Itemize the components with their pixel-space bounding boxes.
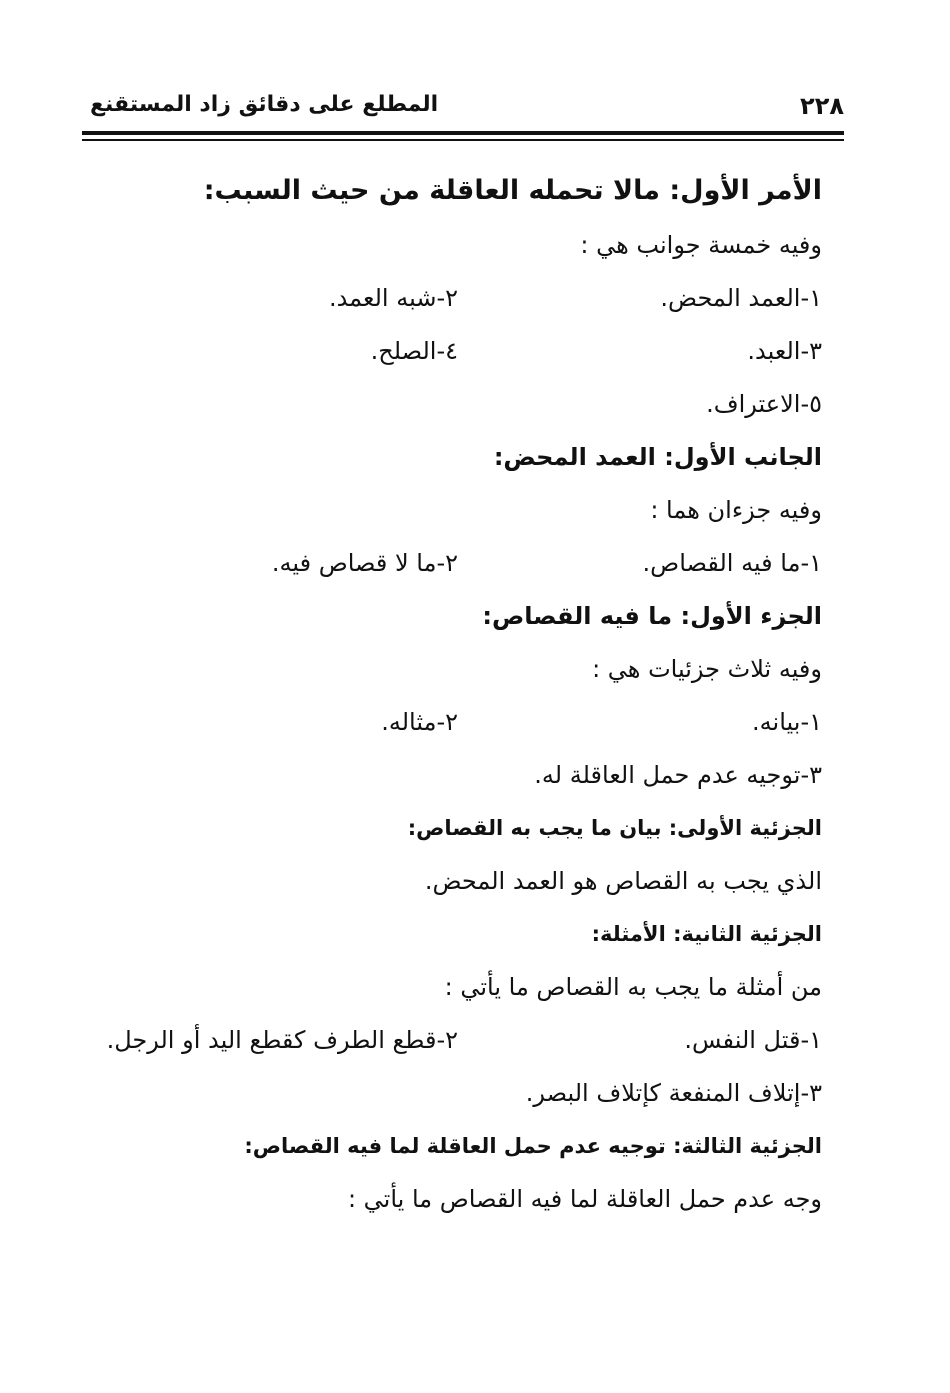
example-item: ١-قتل النفس. <box>684 1026 822 1054</box>
part-item: ٢-ما لا قصاص فيه. <box>271 549 458 577</box>
sub1-heading: الجزئية الأولى: بيان ما يجب به القصاص: <box>407 816 822 840</box>
page-body <box>82 163 822 1226</box>
section-title: الأمر الأول: مالا تحمله العاقلة من حيث السبب: <box>203 175 822 206</box>
part-item: ١-ما فيه القصاص. <box>642 549 822 577</box>
sub1-text: الذي يجب به القصاص هو العمد المحض. <box>424 867 822 895</box>
aspects-intro: وفيه خمسة جوانب هي : <box>580 231 822 259</box>
example-item: ٣-إتلاف المنفعة كإتلاف البصر. <box>525 1079 822 1107</box>
aspect1-heading: الجانب الأول: العمد المحض: <box>493 443 822 471</box>
subpart-item: ٢-مثاله. <box>381 708 458 736</box>
subparts-row-2 <box>82 749 822 802</box>
subparts-row-1 <box>82 696 822 749</box>
parts-intro: وفيه جزءان هما : <box>650 496 822 524</box>
aspect-item: ٢-شبه العمد. <box>328 284 458 312</box>
aspects-row-2 <box>82 325 822 378</box>
aspect-item: ٣-العبد. <box>747 337 822 365</box>
aspects-row-1 <box>82 272 822 325</box>
header-rule-thick <box>82 131 844 135</box>
subparts-intro: وفيه ثلاث جزئيات هي : <box>592 655 822 683</box>
aspect-item: ٤-الصلح. <box>370 337 458 365</box>
aspect-item: ١-العمد المحض. <box>660 284 822 312</box>
header-rule-thin <box>82 139 844 141</box>
subpart-item: ٣-توجيه عدم حمل العاقلة له. <box>534 761 822 789</box>
example-item: ٢-قطع الطرف كقطع اليد أو الرجل. <box>106 1026 458 1054</box>
subpart-item: ١-بيانه. <box>752 708 822 736</box>
aspect-item: ٥-الاعتراف. <box>706 390 822 418</box>
examples-row-2 <box>82 1067 822 1120</box>
examples-intro: من أمثلة ما يجب به القصاص ما يأتي : <box>444 973 822 1001</box>
page-header <box>82 92 844 128</box>
examples-row-1 <box>82 1014 822 1067</box>
parts-row <box>82 537 822 590</box>
sub3-intro: وجه عدم حمل العاقلة لما فيه القصاص ما يأتي : <box>347 1185 822 1213</box>
part1-heading: الجزء الأول: ما فيه القصاص: <box>482 602 822 630</box>
aspects-row-3 <box>82 378 822 431</box>
sub3-heading: الجزئية الثالثة: توجيه عدم حمل العاقلة لما فيه القصاص: <box>244 1134 822 1158</box>
sub2-heading: الجزئية الثانية: الأمثلة: <box>591 922 822 946</box>
running-title: المطلع على دقائق زاد المستقنع <box>90 92 439 117</box>
page-number: ٢٢٨ <box>800 92 844 120</box>
